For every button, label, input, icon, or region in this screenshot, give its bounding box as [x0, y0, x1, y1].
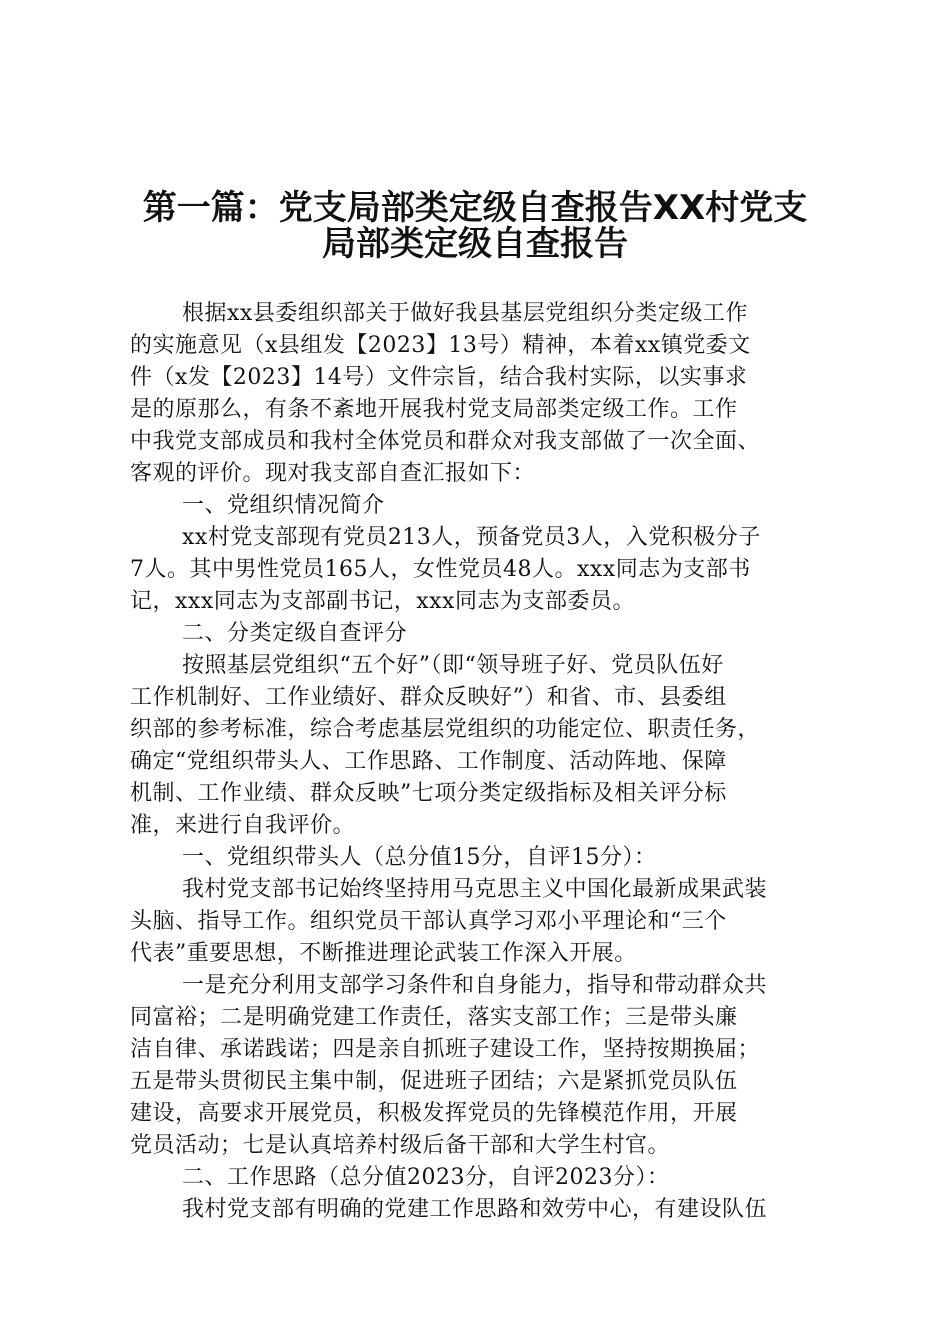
text-line: 二、分类定级自查评分 [182, 621, 408, 646]
text-line: 7人。其中男性党员165人，女性党员48人。xxx同志为支部书 [130, 557, 751, 582]
text-line: 中我党支部成员和我村全体党员和群众对我支部做了一次全面、 [130, 429, 761, 454]
text-line: 按照基层党组织“五个好”（即“领导班子好、党员队伍好 [182, 653, 724, 678]
text-line: 准，来进行自我评价。 [130, 813, 356, 838]
text-line: 客观的评价。现对我支部自查汇报如下： [130, 461, 536, 486]
text-line: 机制、工作业绩、群众反映”七项分类定级指标及相关评分标 [130, 781, 727, 806]
text-line: 一是充分利用支部学习条件和自身能力，指导和带动群众共 [182, 973, 768, 998]
document-title-line-2: 局部类定级自查报告 [322, 224, 628, 264]
text-line: 根据xx县委组织部关于做好我县基层党组织分类定级工作 [182, 301, 748, 326]
text-line: 二、工作思路（总分值2023分，自评2023分）： [182, 1165, 670, 1190]
text-line: 件（x发【2023】14号）文件宗旨，结合我村实际，以实事求 [130, 365, 748, 390]
text-line: 洁自律、承诺践诺；四是亲自抓班子建设工作，坚持按期换届； [130, 1037, 761, 1062]
text-line: 建设，高要求开展党员，积极发挥党员的先锋模范作用，开展 [130, 1101, 738, 1126]
text-line: 记，xxx同志为支部副书记，xxx同志为支部委员。 [130, 589, 635, 614]
text-line: xx村党支部现有党员213人，预备党员3人，入党积极分子 [182, 525, 761, 550]
text-line: 代表”重要思想，不断推进理论武装工作深入开展。 [130, 941, 637, 966]
text-line: 同富裕；二是明确党建工作责任，落实支部工作；三是带头廉 [130, 1005, 738, 1030]
text-line: 确定“党组织带头人、工作思路、工作制度、活动阵地、保障 [130, 749, 727, 774]
document-body [130, 298, 850, 1226]
text-line: 是的原那么，有条不紊地开展我村党支局部类定级工作。工作 [130, 397, 738, 422]
text-line: 头脑、指导工作。组织党员干部认真学习邓小平理论和“三个 [130, 909, 727, 934]
document-title-line-1: 第一篇：党支局部类定级自查报告XX村党支 [142, 188, 808, 228]
text-line: 党员活动；七是认真培养村级后备干部和大学生村官。 [130, 1133, 671, 1158]
text-line: 五是带头贯彻民主集中制，促进班子团结；六是紧抓党员队伍 [130, 1069, 738, 1094]
text-line: 工作机制好、工作业绩好、群众反映好”）和省、市、县委组 [130, 685, 727, 710]
text-line: 一、党组织带头人（总分值15分，自评15分）： [182, 845, 657, 870]
text-line: 的实施意见（x县组发【2023】13号）精神，本着xx镇党委文 [130, 333, 751, 358]
text-line: 一、党组织情况简介 [182, 493, 385, 518]
text-line: 我村党支部有明确的党建工作思路和效劳中心，有建设队伍 [182, 1197, 768, 1222]
text-line: 我村党支部书记始终坚持用马克思主义中国化最新成果武装 [182, 877, 768, 902]
text-line: 织部的参考标准，综合考虑基层党组织的功能定位、职责任务， [130, 717, 761, 742]
